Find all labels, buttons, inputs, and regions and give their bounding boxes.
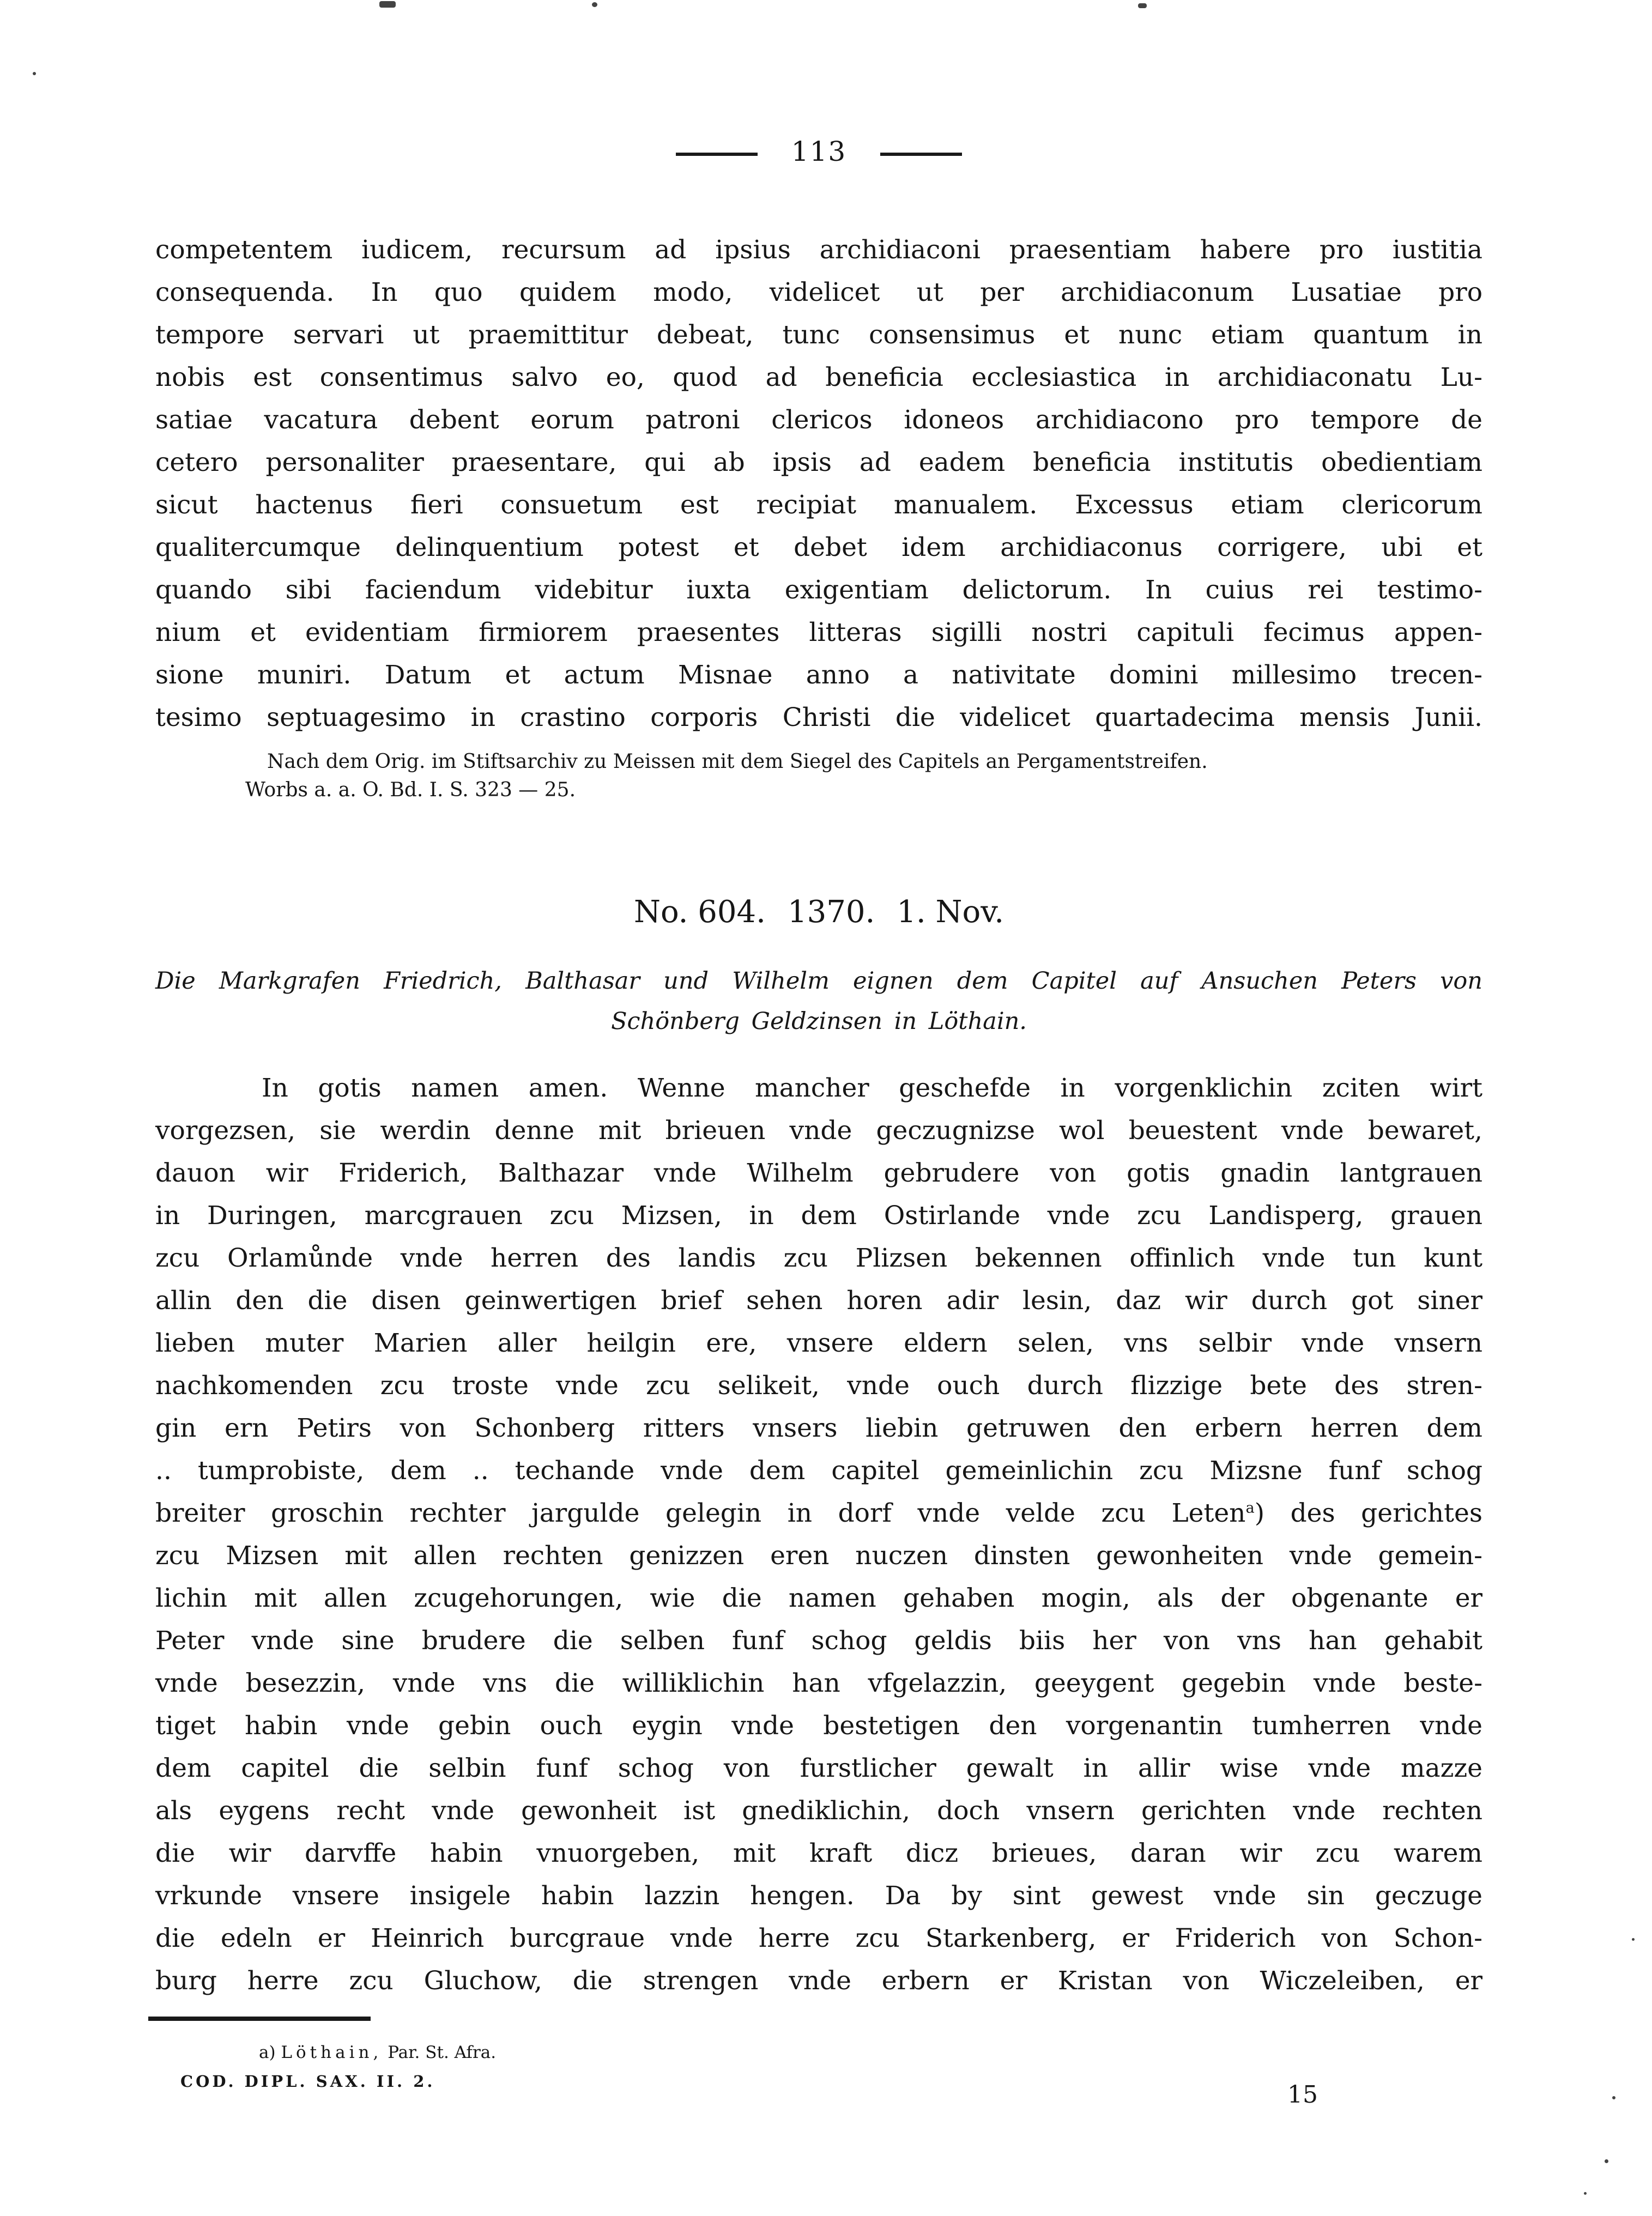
entry-number: No. 604. [633,894,766,930]
charter-text-line [155,1492,1482,1535]
charter-text-line: burg herre zcu Gluchow, die strengen vnde erbern er Kristan von Wiczeleiben, er [155,1966,1482,1996]
charter-text-line: die edeln er Heinrich burcgraue vnde herre zcu Starkenberg, er Friderich von Schon- [155,1923,1482,1953]
page-number-dash-left [676,153,758,156]
latin-text-line: nium et evidentiam firmiorem praesentes litteras sigilli nostri capituli fecimus appen- [155,617,1482,647]
entry-year: 1370. [787,894,875,930]
charter-text-line: .. tumprobiste, dem .. techande vnde dem capitel gemeinlichin zcu Mizsne funf schog [155,1456,1482,1486]
scan-speck [592,2,597,7]
latin-text-line: sione muniri. Datum et actum Misnae anno a nativitate domini millesimo trecen- [155,660,1482,690]
source-note-line: Nach dem Orig. im Stiftsarchiv zu Meissen mit dem Siegel des Capitels an Pergamentstreifen. [267,750,1208,773]
latin-text-line: nobis est consentimus salvo eo, quod ad beneficia ecclesiastica in archidiaconatu Lu- [155,362,1482,392]
scan-speck [33,72,36,75]
summary-line: Schönberg Geldzinsen in Löthain. [611,1008,1027,1035]
latin-text-line: quando sibi faciendum videbitur iuxta exigentiam delictorum. In cuius rei testimo- [155,575,1482,605]
summary-line: Die Markgrafen Friedrich, Balthasar und Wilhelm eignen dem Capitel auf Ansuchen Peters von [155,967,1482,995]
charter-text-line: vnde besezzin, vnde vns die williklichin han vfgelazzin, geeygent gegebin vnde beste- [155,1668,1482,1698]
scan-speck [1612,2096,1615,2099]
page-header [155,134,1482,169]
latin-text-line: consequenda. In quo quidem modo, videlicet ut per archidiaconum Lusatiae pro [155,277,1482,307]
entry-heading [155,895,1482,930]
charter-text-line: dem capitel die selbin funf schog von furstlicher gewalt in allir wise vnde mazze [155,1753,1482,1783]
footnote-ref-a: a [1245,1499,1255,1517]
charter-text-line: zcu Orlamůnde vnde herren des landis zcu Plizsen bekennen offinlich vnde tun kunt [155,1243,1482,1273]
latin-text-line: tesimo septuagesimo in crastino corporis Christi die videlicet quartadecima mensis Junii. [155,703,1482,732]
sheet-number: 15 [1287,2081,1318,2109]
footnote-text: Par. St. Afra. [388,2043,497,2062]
scan-speck [1138,3,1147,8]
scan-speck [1584,2192,1587,2195]
charter-text-line: tiget habin vnde gebin ouch eygin vnde bestetigen den vorgenantin tumherren vnde [155,1711,1482,1741]
charter-text-line: allin den die disen geinwertigen brief sehen horen adir lesin, daz wir durch got siner [155,1286,1482,1316]
scan-speck [379,1,396,8]
charter-text-line: lichin mit allen zcugehorungen, wie die namen gehaben mogin, als der obgenante er [155,1583,1482,1613]
footnote-marker: a) [259,2043,276,2062]
charter-text-line: gin ern Petirs von Schonberg ritters vnsers liebin getruwen den erbern herren dem [155,1413,1482,1443]
charter-text-line: Peter vnde sine brudere die selben funf schog geldis biis her von vns han gehabit [155,1626,1482,1656]
charter-text-line: nachkomenden zcu troste vnde zcu selikeit, vnde ouch durch flizzige bete des stren- [155,1371,1482,1401]
charter-text-segment: ) des gerichtes [1254,1498,1482,1528]
charter-text-line: als eygens recht vnde gewonheit ist gnediklichin, doch vnsern gerichten vnde rechten [155,1796,1482,1826]
footnote-place: Löthain, [281,2043,383,2062]
latin-text-line: cetero personaliter praesentare, qui ab ipsis ad eadem beneficia institutis obedientiam [155,447,1482,477]
charter-text-line: dauon wir Friderich, Balthazar vnde Wilhelm gebrudere von gotis gnadin lantgrauen [155,1158,1482,1188]
latin-text-line: qualitercumque delinquentium potest et debet idem archidiaconus corrigere, ubi et [155,532,1482,562]
charter-text-line: vorgezsen, sie werdin denne mit brieuen vnde geczugnizse wol beuestent vnde bewaret, [155,1116,1482,1146]
entry-date: 1. Nov. [897,894,1004,930]
charter-text-line: In gotis namen amen. Wenne mancher geschefde in vorgenklichin zciten wirt [262,1073,1482,1103]
scan-speck [1605,2159,1608,2163]
source-note [155,748,1482,804]
footnote-a [155,2043,1586,2062]
charter-text-line: in Duringen, marcgrauen zcu Mizsen, in dem Ostirlande vnde zcu Landisperg, grauen [155,1201,1482,1231]
charter-text-line: zcu Mizsen mit allen rechten genizzen eren nuczen dinsten gewonheiten vnde gemein- [155,1541,1482,1571]
latin-entry-continuation [155,229,1482,739]
footnote-separator [148,2017,371,2021]
page-number: 113 [791,136,847,167]
scan-speck [1632,1938,1635,1941]
series-signature: COD. DIPL. SAX. II. 2. [180,2072,435,2091]
charter-text-line: vrkunde vnsere insigele habin lazzin hengen. Da by sint gewest vnde sin geczuge [155,1881,1482,1911]
charter-text-segment: breiter groschin rechter jargulde gelegin in dorf vnde velde zcu Leten [155,1498,1246,1528]
charter-text-line: die wir darvffe habin vnuorgeben, mit kraft dicz brieues, daran wir zcu warem [155,1838,1482,1868]
latin-text-line: tempore servari ut praemittitur debeat, tunc consensimus et nunc etiam quantum in [155,320,1482,350]
page-number-dash-right [880,153,962,156]
source-note-line: Worbs a. a. O. Bd. I. S. 323 — 25. [245,779,576,801]
latin-text-line: competentem iudicem, recursum ad ipsius archidiaconi praesentiam habere pro iustitia [155,235,1482,265]
latin-text-line: sicut hactenus fieri consuetum est recipiat manualem. Excessus etiam clericorum [155,490,1482,520]
latin-text-line: satiae vacatura debent eorum patroni clericos idoneos archidiacono pro tempore de [155,405,1482,435]
charter-body [155,1067,1482,2002]
charter-text-line: lieben muter Marien aller heilgin ere, vnsere eldern selen, vns selbir vnde vnsern [155,1328,1482,1358]
entry-summary [155,961,1482,1042]
